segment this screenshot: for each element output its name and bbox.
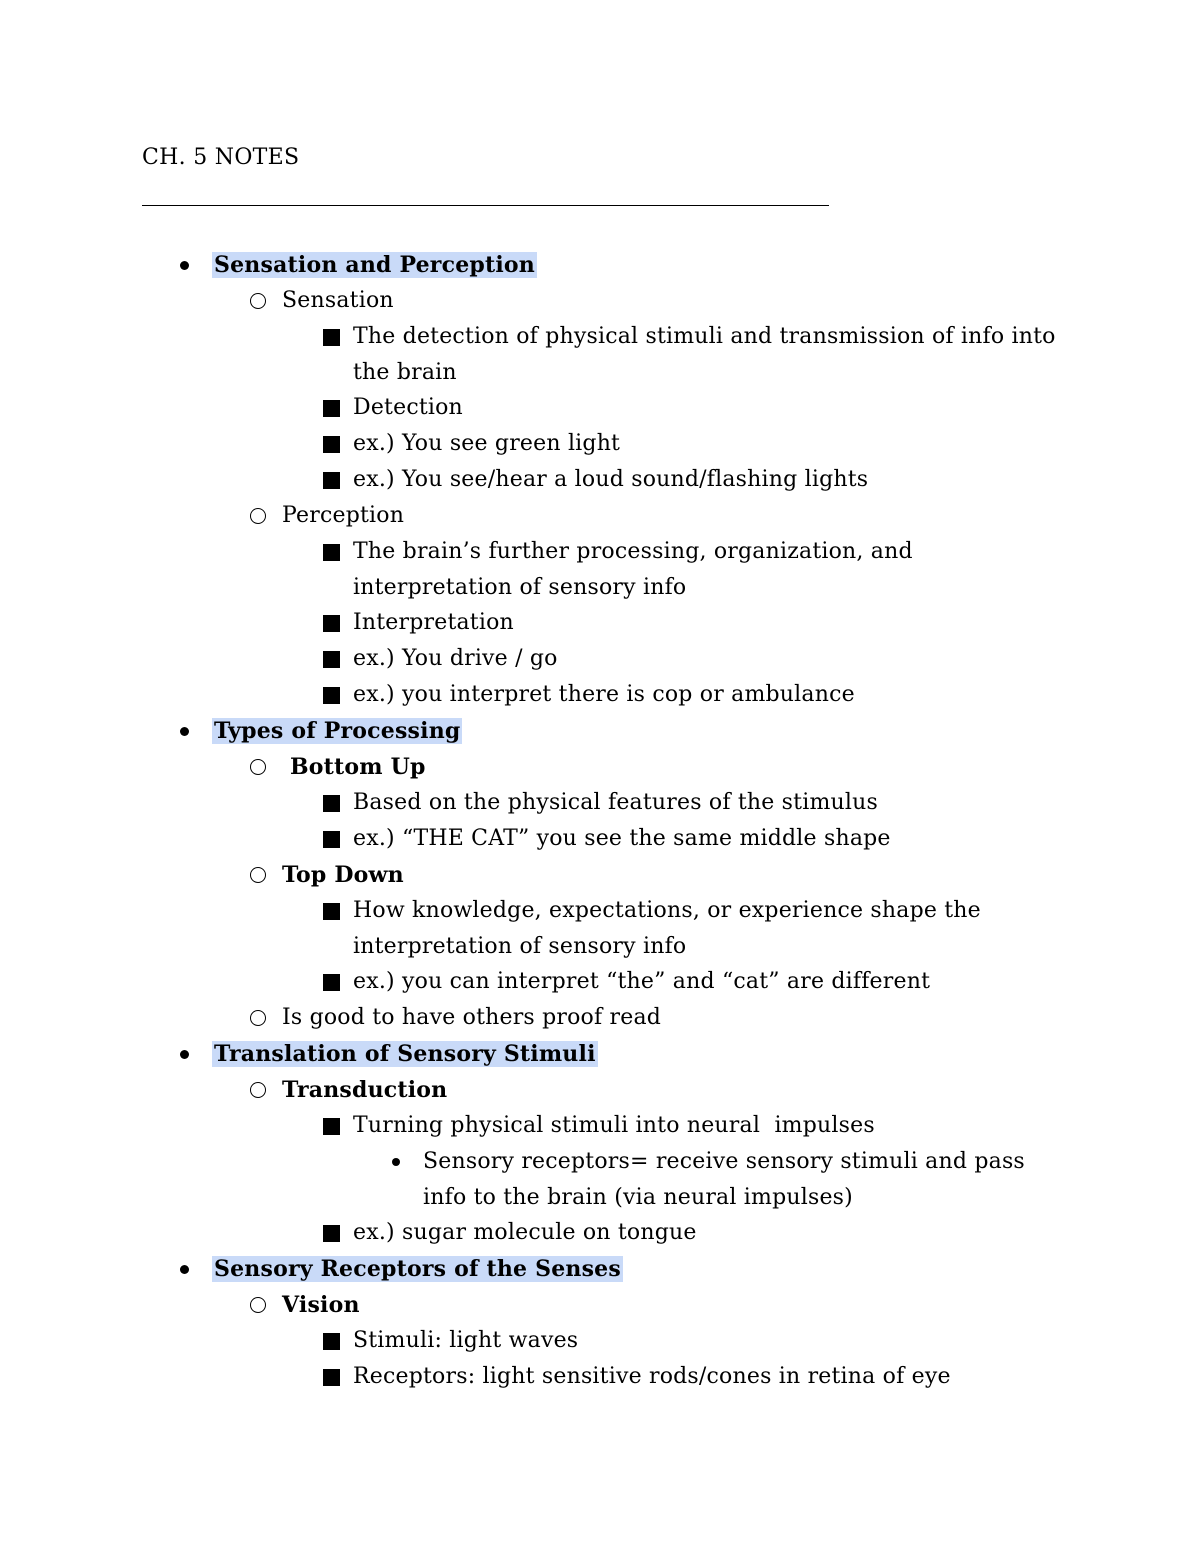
list-item-text: Interpretation [353,610,514,635]
list-item-text: Receptors: light sensitive rods/cones in retina of eye [353,1364,951,1389]
subsection-vision [0,1287,1200,1323]
list-item-text: How knowledge, expectations, or experience shape the interpretation of sensory info [353,898,981,959]
bullet-dot-icon [174,713,194,749]
bullet-square-icon [319,1359,343,1395]
bullet-circle-icon [246,1072,270,1108]
list-item [0,893,1200,964]
subsection-label: Vision [282,1292,360,1318]
list-item-text: ex.) “THE CAT” you see the same middle shape [353,826,891,851]
list-item-text: Turning physical stimuli into neural impulses [353,1113,875,1138]
bullet-circle-icon [246,1287,270,1323]
subsection-sensation [0,283,1200,319]
bullet-square-icon [319,677,343,713]
list-item-text: ex.) you interpret there is cop or ambulance [353,682,855,707]
bullet-square-icon [319,534,343,570]
section-heading: Sensory Receptors of the Senses [214,1256,621,1282]
bullet-circle-icon [246,1000,270,1036]
section-sensation-and-perception [0,247,1200,283]
subsection-top-down [0,857,1200,893]
title-underline [142,205,829,206]
bullet-circle-icon [246,283,270,319]
bullet-square-icon [319,605,343,641]
bullet-square-icon [319,964,343,1000]
list-item [0,964,1200,1000]
list-item-text: ex.) sugar molecule on tongue [353,1220,697,1245]
list-item [0,1359,1200,1395]
bullet-square-icon [319,1323,343,1359]
bullet-square-icon [319,426,343,462]
list-item-nested [0,1144,1200,1215]
subsection-note [0,1000,1200,1036]
subsection-label: Is good to have others proof read [282,1005,662,1030]
list-item [0,641,1200,677]
list-item [0,821,1200,857]
bullet-square-icon [319,1108,343,1144]
subsection-label: Bottom Up [290,754,426,780]
subsection-bottom-up [0,749,1200,785]
bullet-dot-icon [388,1144,404,1180]
subsection-label: Sensation [282,288,394,313]
list-item [0,785,1200,821]
list-item [0,534,1200,605]
list-item [0,426,1200,462]
subsection-transduction [0,1072,1200,1108]
list-item [0,1215,1200,1251]
list-item [0,319,1200,390]
list-item-text: ex.) you can interpret “the” and “cat” are different [353,969,931,994]
list-item-text: The detection of physical stimuli and transmission of info into the brain [353,324,1056,385]
list-item [0,1108,1200,1144]
section-types-of-processing [0,713,1200,749]
list-item-text: ex.) You see green light [353,431,621,456]
list-item [0,462,1200,498]
list-item-text: ex.) You drive / go [353,646,558,671]
list-item-text: ex.) You see/hear a loud sound/flashing lights [353,467,869,492]
bullet-dot-icon [174,247,194,283]
section-heading: Sensation and Perception [214,252,535,278]
section-translation-of-sensory-stimuli [0,1036,1200,1072]
list-item [0,1323,1200,1359]
bullet-square-icon [319,785,343,821]
bullet-square-icon [319,1215,343,1251]
bullet-square-icon [319,821,343,857]
bullet-dot-icon [174,1036,194,1072]
list-item-text: The brain’s further processing, organization, and interpretation of sensory info [353,539,913,600]
list-item-text: Based on the physical features of the stimulus [353,790,878,815]
list-item [0,605,1200,641]
list-item [0,677,1200,713]
bullet-square-icon [319,319,343,355]
bullet-circle-icon [246,857,270,893]
subsection-label: Top Down [282,862,404,888]
subsection-label: Transduction [282,1077,448,1103]
section-heading: Types of Processing [214,718,461,744]
list-item-text: Stimuli: light waves [353,1328,579,1353]
bullet-square-icon [319,641,343,677]
subsection-label: Perception [282,503,405,528]
bullet-square-icon [319,390,343,426]
section-heading: Translation of Sensory Stimuli [214,1041,596,1067]
list-item [0,390,1200,426]
bullet-circle-icon [246,498,270,534]
bullet-circle-icon [246,749,270,785]
document-title: CH. 5 NOTES [142,145,300,170]
bullet-square-icon [319,462,343,498]
list-item-text: Detection [353,395,463,420]
bullet-dot-icon [174,1251,194,1287]
subsection-perception [0,498,1200,534]
list-item-text: Sensory receptors= receive sensory stimuli and pass info to the brain (via neural impulses) [423,1149,1025,1210]
section-sensory-receptors [0,1251,1200,1287]
bullet-square-icon [319,893,343,929]
notes-outline [0,247,1200,1395]
